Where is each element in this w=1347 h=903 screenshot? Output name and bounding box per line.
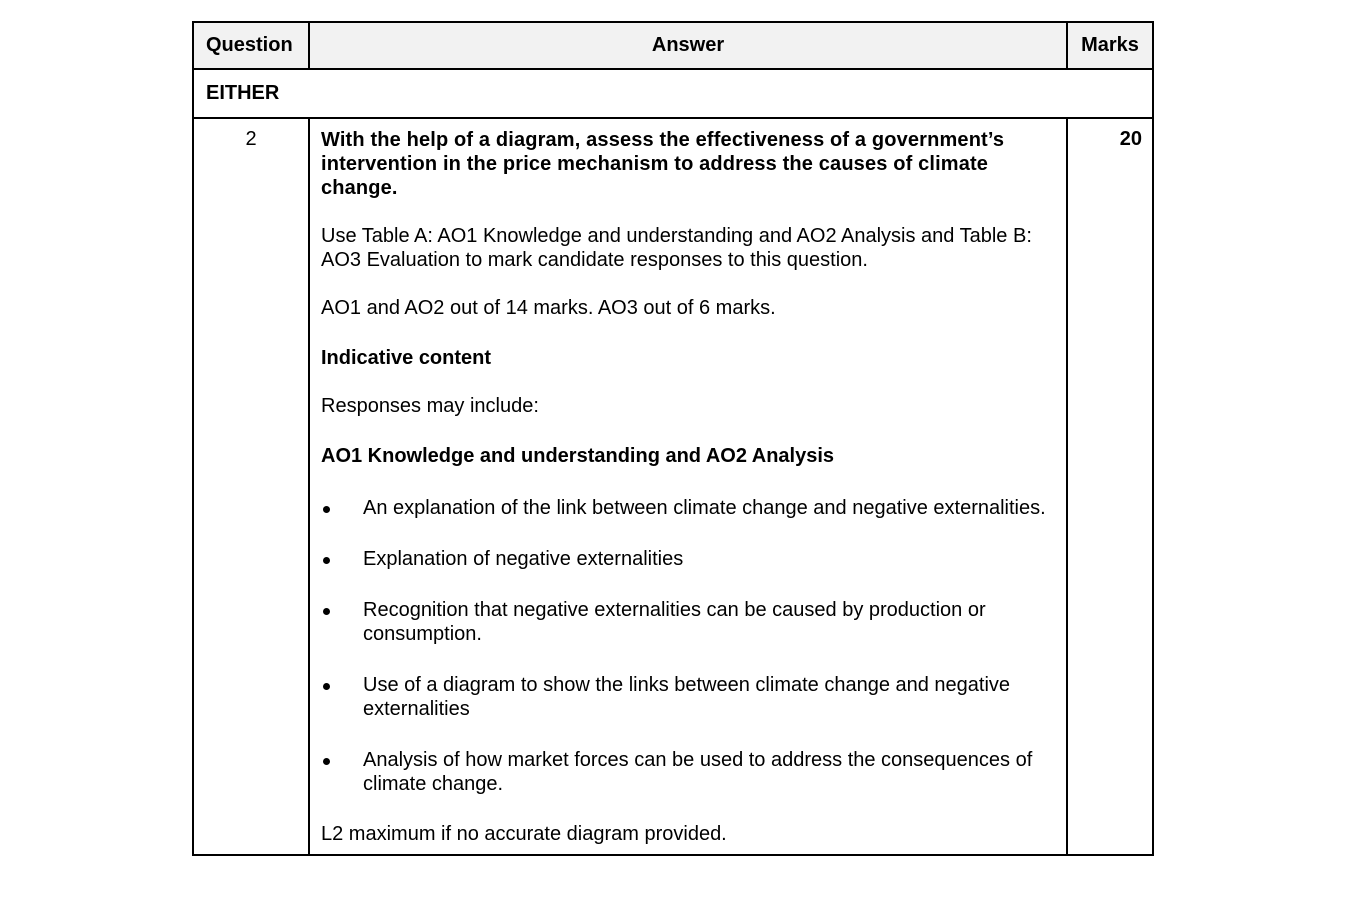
- indicative-content-heading: Indicative content: [321, 347, 492, 369]
- list-item: [321, 673, 1056, 721]
- section-row: [193, 69, 1153, 118]
- list-item-text: Use of a diagram to show the links between climate change and negative externalities: [363, 674, 1011, 720]
- indicative-content-list: [321, 496, 1056, 796]
- bullet-dot-icon: [323, 683, 330, 690]
- question-column-header: Question: [193, 22, 309, 69]
- list-item-text: Explanation of negative externalities: [363, 548, 684, 570]
- list-item: [321, 496, 1056, 520]
- list-item: [321, 748, 1056, 796]
- answer-column-header: Answer: [309, 22, 1067, 69]
- question-number: 2: [193, 118, 309, 855]
- ao-heading: AO1 Knowledge and understanding and AO2 Analysis: [321, 445, 835, 467]
- list-item-text: Recognition that negative externalities can be caused by production or consumption.: [363, 599, 986, 645]
- answer-cell: [309, 118, 1067, 855]
- marking-instructions: Use Table A: AO1 Knowledge and understanding and AO2 Analysis and Table B: AO3 Evaluation to mark candidate responses to this question.: [321, 225, 1032, 271]
- section-label: EITHER: [193, 69, 1153, 118]
- mark-scheme-table: [192, 21, 1154, 856]
- marks-column-header: Marks: [1067, 22, 1153, 69]
- bullet-dot-icon: [323, 608, 330, 615]
- list-item-text: An explanation of the link between climate change and negative externalities.: [363, 497, 1046, 519]
- responses-intro: Responses may include:: [321, 395, 539, 417]
- diagram-requirement-note: L2 maximum if no accurate diagram provided.: [321, 823, 727, 845]
- list-item-text: Analysis of how market forces can be used to address the consequences of climate change.: [363, 749, 1033, 795]
- bullet-dot-icon: [323, 557, 330, 564]
- question-text: With the help of a diagram, assess the effectiveness of a government’s intervention in the price mechanism to address the causes of climate change.: [321, 129, 1005, 199]
- list-item: [321, 598, 1056, 646]
- mark-split: AO1 and AO2 out of 14 marks. AO3 out of 6 marks.: [321, 297, 776, 319]
- question-row: [193, 118, 1153, 855]
- bullet-dot-icon: [323, 758, 330, 765]
- header-row: [193, 22, 1153, 69]
- marks-value: 20: [1067, 118, 1153, 855]
- list-item: [321, 547, 1056, 571]
- bullet-dot-icon: [323, 506, 330, 513]
